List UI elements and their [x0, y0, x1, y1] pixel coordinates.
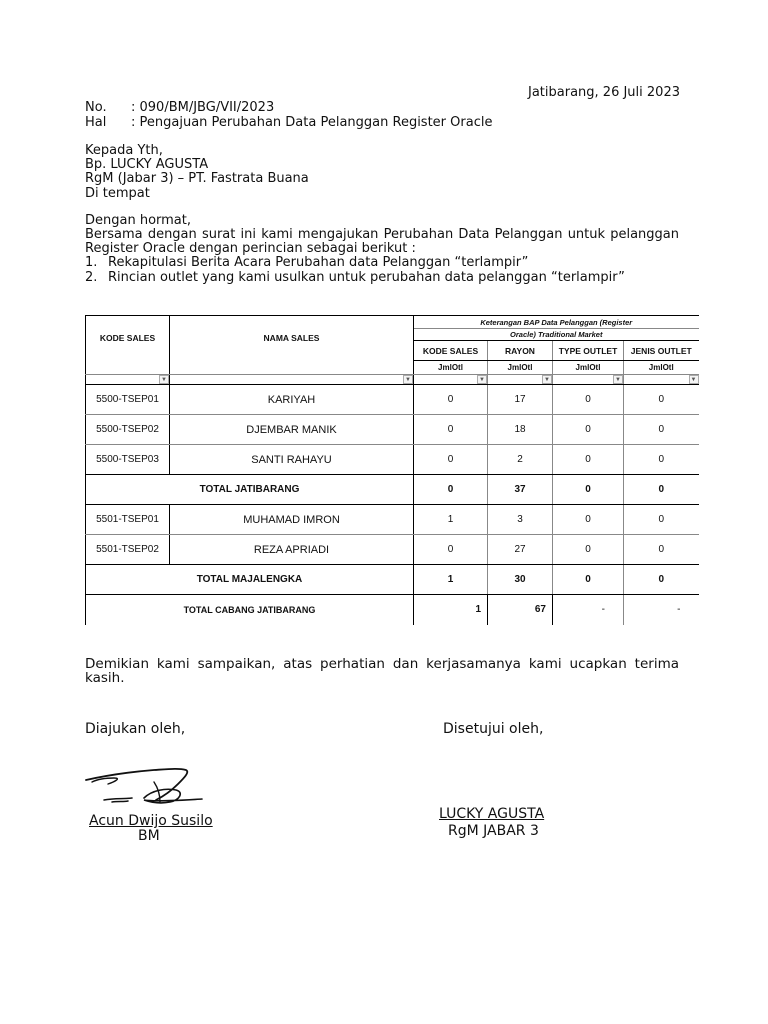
nama-cell: DJEMBAR MANIK — [170, 415, 414, 445]
nama-cell: KARIYAH — [170, 385, 414, 415]
no-label: No. — [85, 100, 107, 115]
subheader-kode-sales: KODE SALES — [414, 341, 488, 361]
hal-label: Hal — [85, 115, 107, 130]
unit-label: JmlOtl — [488, 361, 553, 375]
table-row — [86, 415, 699, 445]
approver-title: RgM JABAR 3 — [448, 823, 539, 839]
approved-by-caption: Disetujui oleh, — [443, 721, 544, 737]
kode-cell: 5500-TSEP03 — [86, 445, 170, 475]
value-cell: 17 — [488, 385, 553, 415]
nama-cell: MUHAMAD IMRON — [170, 505, 414, 535]
body-line-1: Bersama dengan surat ini kami mengajukan Perubahan Data Pelanggan untuk pelanggan — [85, 227, 679, 242]
list-text: Rekapitulasi Berita Acara Perubahan data Pelanggan “terlampir” — [108, 255, 529, 270]
total-cell: 30 — [488, 565, 553, 595]
kode-cell: 5501-TSEP02 — [86, 535, 170, 565]
body-line-2: Register Oracle dengan perincian sebagai berikut : — [85, 241, 416, 256]
unit-label: JmlOtl — [624, 361, 699, 375]
total-cell: 1 — [414, 565, 488, 595]
letter-number — [85, 101, 274, 116]
filter-dropdown-icon[interactable]: ▼ — [159, 375, 169, 384]
nama-cell: REZA APRIADI — [170, 535, 414, 565]
letter-subject — [85, 116, 492, 131]
list-item — [85, 271, 625, 286]
group-title-line1: Keterangan BAP Data Pelanggan (Register — [414, 316, 699, 329]
value-cell: 0 — [624, 385, 699, 415]
value-cell: 0 — [414, 535, 488, 565]
filter-dropdown-icon[interactable]: ▼ — [689, 375, 699, 384]
grand-total-cell: 67 — [488, 595, 553, 625]
total-cell: 0 — [624, 475, 699, 505]
subheader-jenis-outlet: JENIS OUTLET — [624, 341, 699, 361]
table-row — [86, 445, 699, 475]
submitter-name: Acun Dwijo Susilo — [89, 813, 213, 829]
value-cell: 3 — [488, 505, 553, 535]
nama-cell: SANTI RAHAYU — [170, 445, 414, 475]
value-cell: 0 — [553, 505, 624, 535]
handwritten-signature — [84, 762, 209, 810]
list-number: 2. — [85, 270, 98, 285]
value-cell: 0 — [553, 385, 624, 415]
header-nama-sales: NAMA SALES — [170, 316, 414, 361]
table-row — [86, 535, 699, 565]
value-cell: 18 — [488, 415, 553, 445]
grand-total-cell: - — [553, 595, 624, 625]
filter-dropdown-icon[interactable]: ▼ — [542, 375, 552, 384]
kode-cell: 5500-TSEP01 — [86, 385, 170, 415]
grand-total-cell: - — [677, 604, 681, 616]
total-cell: 37 — [488, 475, 553, 505]
list-text: Rincian outlet yang kami usulkan untuk perubahan data pelanggan “terlampir” — [108, 270, 625, 285]
kode-cell: 5501-TSEP01 — [86, 505, 170, 535]
value-cell: 0 — [624, 535, 699, 565]
total-cell: 0 — [553, 565, 624, 595]
filter-dropdown-icon[interactable]: ▼ — [477, 375, 487, 384]
value-cell: 0 — [553, 535, 624, 565]
value-cell: 0 — [414, 415, 488, 445]
grand-total-label: TOTAL CABANG JATIBARANG — [86, 595, 414, 625]
approver-name: LUCKY AGUSTA — [439, 806, 545, 822]
no-value: : 090/BM/JBG/VII/2023 — [131, 100, 275, 115]
value-cell: 0 — [414, 445, 488, 475]
total-row — [86, 475, 699, 505]
value-cell: 1 — [414, 505, 488, 535]
total-cell: 0 — [553, 475, 624, 505]
kode-cell: 5500-TSEP02 — [86, 415, 170, 445]
submitter-title: BM — [138, 828, 160, 844]
group-title-line2: Oracle) Traditional Market — [414, 329, 699, 341]
recipient-name: Bp. LUCKY AGUSTA — [85, 157, 209, 172]
submitted-by-caption: Diajukan oleh, — [85, 721, 186, 737]
header-kode-sales: KODE SALES — [86, 316, 170, 361]
total-majalengka-label: TOTAL MAJALENGKA — [86, 565, 414, 595]
subheader-type-outlet: TYPE OUTLET — [553, 341, 624, 361]
table-row — [86, 505, 699, 535]
grand-total-row — [86, 595, 699, 625]
table-row — [86, 385, 699, 415]
value-cell: 0 — [553, 415, 624, 445]
value-cell: 0 — [553, 445, 624, 475]
value-cell: 0 — [624, 445, 699, 475]
unit-label: JmlOtl — [553, 361, 624, 375]
subheader-rayon: RAYON — [488, 341, 553, 361]
total-row — [86, 565, 699, 595]
value-cell: 2 — [488, 445, 553, 475]
unit-label: JmlOtl — [414, 361, 488, 375]
bap-table — [85, 315, 699, 625]
greeting: Dengan hormat, — [85, 213, 192, 228]
value-cell: 0 — [624, 505, 699, 535]
closing-line-1: Demikian kami sampaikan, atas perhatian dan kerjasamanya kami ucapkan terima — [85, 656, 679, 672]
filter-dropdown-icon[interactable]: ▼ — [403, 375, 413, 384]
recipient-place: Di tempat — [85, 186, 150, 201]
place-date: Jatibarang, 26 Juli 2023 — [528, 85, 680, 100]
filter-dropdown-icon[interactable]: ▼ — [613, 375, 623, 384]
closing-line-2: kasih. — [85, 670, 125, 686]
list-item — [85, 256, 528, 271]
recipient-line: Kepada Yth, — [85, 143, 163, 158]
hal-value: : Pengajuan Perubahan Data Pelanggan Register Oracle — [131, 115, 493, 130]
recipient-title: RgM (Jabar 3) – PT. Fastrata Buana — [85, 171, 309, 186]
value-cell: 0 — [414, 385, 488, 415]
value-cell: 0 — [624, 415, 699, 445]
grand-total-cell: 1 — [414, 595, 488, 625]
list-number: 1. — [85, 255, 98, 270]
total-cell: 0 — [414, 475, 488, 505]
value-cell: 27 — [488, 535, 553, 565]
total-cell: 0 — [624, 565, 699, 595]
total-jatibarang-label: TOTAL JATIBARANG — [86, 475, 414, 505]
